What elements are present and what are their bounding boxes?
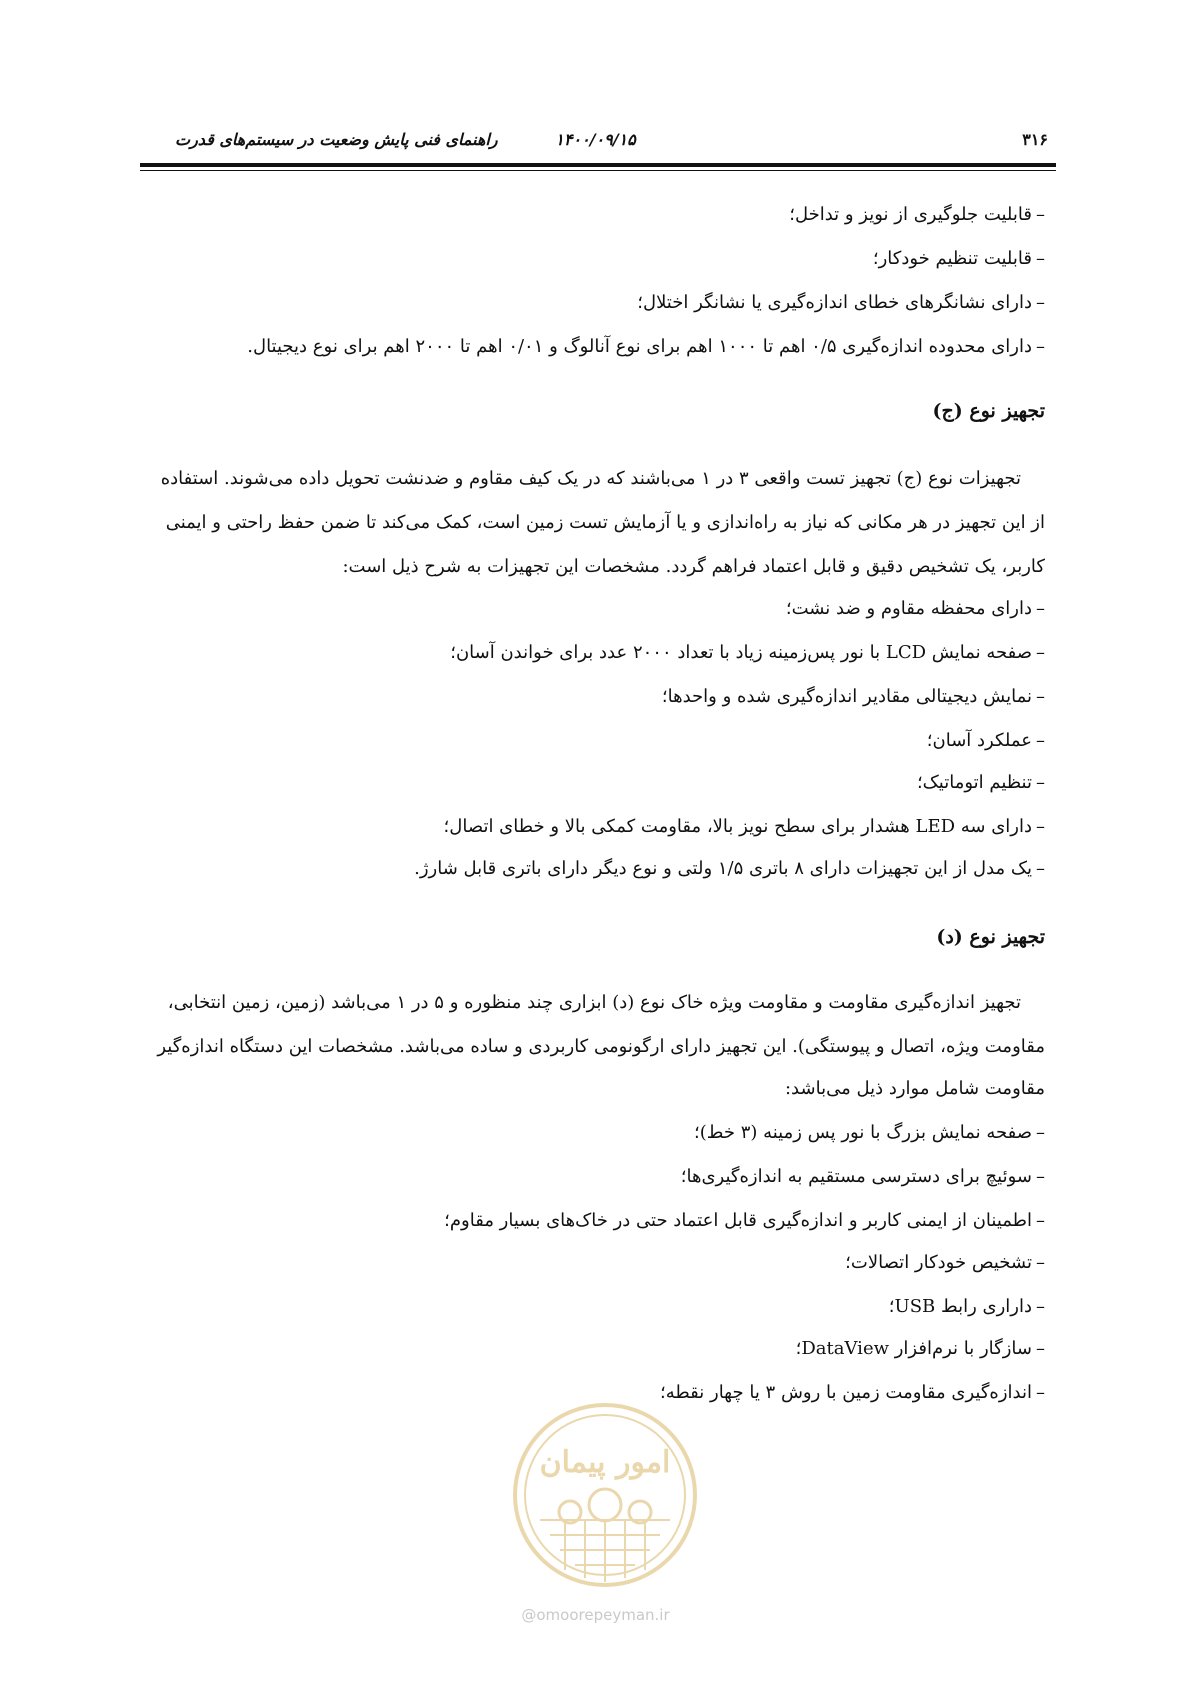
bullet-item: –دارای نشانگرهای خطای اندازه‌گیری یا نشانگر اختلال؛	[637, 292, 1045, 313]
bullet-item: –نمایش دیجیتالی مقادیر اندازه‌گیری شده و واحدها؛	[661, 686, 1045, 707]
paragraph-line: تجهیز اندازه‌گیری مقاومت و مقاومت ویژه خاک نوع (د) ابزاری چند منظوره و ۵ در ۱ می‌باشد (زمین، زمین انتخابی،	[167, 992, 1021, 1013]
bullet-item: –اندازه‌گیری مقاومت زمین با روش ۳ یا چهار نقطه؛	[660, 1382, 1045, 1403]
bullet-item: –دارای محدوده اندازه‌گیری ۰/۵ اهم تا ۱۰۰۰ اهم برای نوع آنالوگ و ۰/۰۱ اهم تا ۲۰۰۰ اهم برای نوع دیجیتال.	[247, 336, 1045, 357]
bullet-item: –داراری رابط USB؛	[888, 1296, 1045, 1317]
bullet-item: –صفحه نمایش LCD با نور پس‌زمینه زیاد با تعداد ۲۰۰۰ عدد برای خواندن آسان؛	[450, 642, 1045, 663]
paragraph-line: مقاومت شامل موارد ذیل می‌باشد:	[784, 1078, 1045, 1099]
bullet-item: –سازگار با نرم‌افزار DataView؛	[795, 1338, 1045, 1359]
bullet-item: –دارای محفظه مقاوم و ضد نشت؛	[785, 598, 1045, 619]
header-date: ۱۴۰۰/۰۹/۱۵	[555, 130, 636, 149]
bullet-item: –تنظیم اتوماتیک؛	[916, 772, 1045, 793]
seal-text: امور پیمان	[539, 1445, 671, 1480]
paragraph-line: مقاومت ویژه، اتصال و پیوستگی). این تجهیز دارای ارگونومی کاربردی و ساده می‌باشد. مشخصات این دستگاه اندازه‌گیر	[157, 1036, 1045, 1057]
bullet-item: –قابلیت تنظیم خودکار؛	[872, 248, 1045, 269]
bullet-item: –تشخیص خودکار اتصالات؛	[845, 1252, 1045, 1273]
bullet-item: –صفحه نمایش بزرگ با نور پس زمینه (۳ خط)؛	[694, 1122, 1045, 1143]
paragraph-line: از این تجهیز در هر مکانی که نیاز به راه‌اندازی و یا آزمایش تست زمین است، کمک می‌کند تا ضمن حفظ راحتی و ایمنی	[165, 512, 1045, 533]
bullet-item: –سوئیچ برای دسترسی مستقیم به اندازه‌گیری‌ها؛	[680, 1166, 1045, 1187]
bullet-item: –دارای سه LED هشدار برای سطح نویز بالا، مقاومت کمکی بالا و خطای اتصال؛	[443, 816, 1045, 837]
paragraph-line: کاربر، یک تشخیص دقیق و قابل اعتماد فراهم گردد. مشخصات این تجهیزات به شرح ذیل است:	[342, 556, 1045, 577]
header-rule-thin	[140, 170, 1056, 171]
bullet-item: –یک مدل از این تجهیزات دارای ۸ باتری ۱/۵ ولتی و نوع دیگر دارای باتری قابل شارژ.	[414, 858, 1045, 879]
watermark-site: @omoorepeyman.ir	[521, 1606, 670, 1624]
bullet-item: –اطمینان از ایمنی کاربر و اندازه‌گیری قابل اعتماد حتی در خاک‌های بسیار مقاوم؛	[444, 1210, 1045, 1231]
paragraph-line: تجهیزات نوع (ج) تجهیز تست واقعی ۳ در ۱ می‌باشند که در یک کیف مقاوم و ضدنشت تحویل داده می‌شوند. استفاده	[160, 468, 1021, 489]
header-rule-thick	[140, 163, 1056, 167]
header-title: راهنمای فنی پایش وضعیت در سیستم‌های قدرت	[175, 130, 498, 149]
watermark-seal-icon	[510, 1400, 700, 1590]
section-heading-d: تجهیز نوع (د)	[936, 926, 1045, 948]
bullet-item: –عملکرد آسان؛	[926, 730, 1045, 751]
section-heading-c: تجهیز نوع (ج)	[932, 400, 1045, 422]
bullet-item: –قابلیت جلوگیری از نویز و تداخل؛	[789, 204, 1045, 225]
page-number: ۳۱۶	[1022, 130, 1048, 149]
